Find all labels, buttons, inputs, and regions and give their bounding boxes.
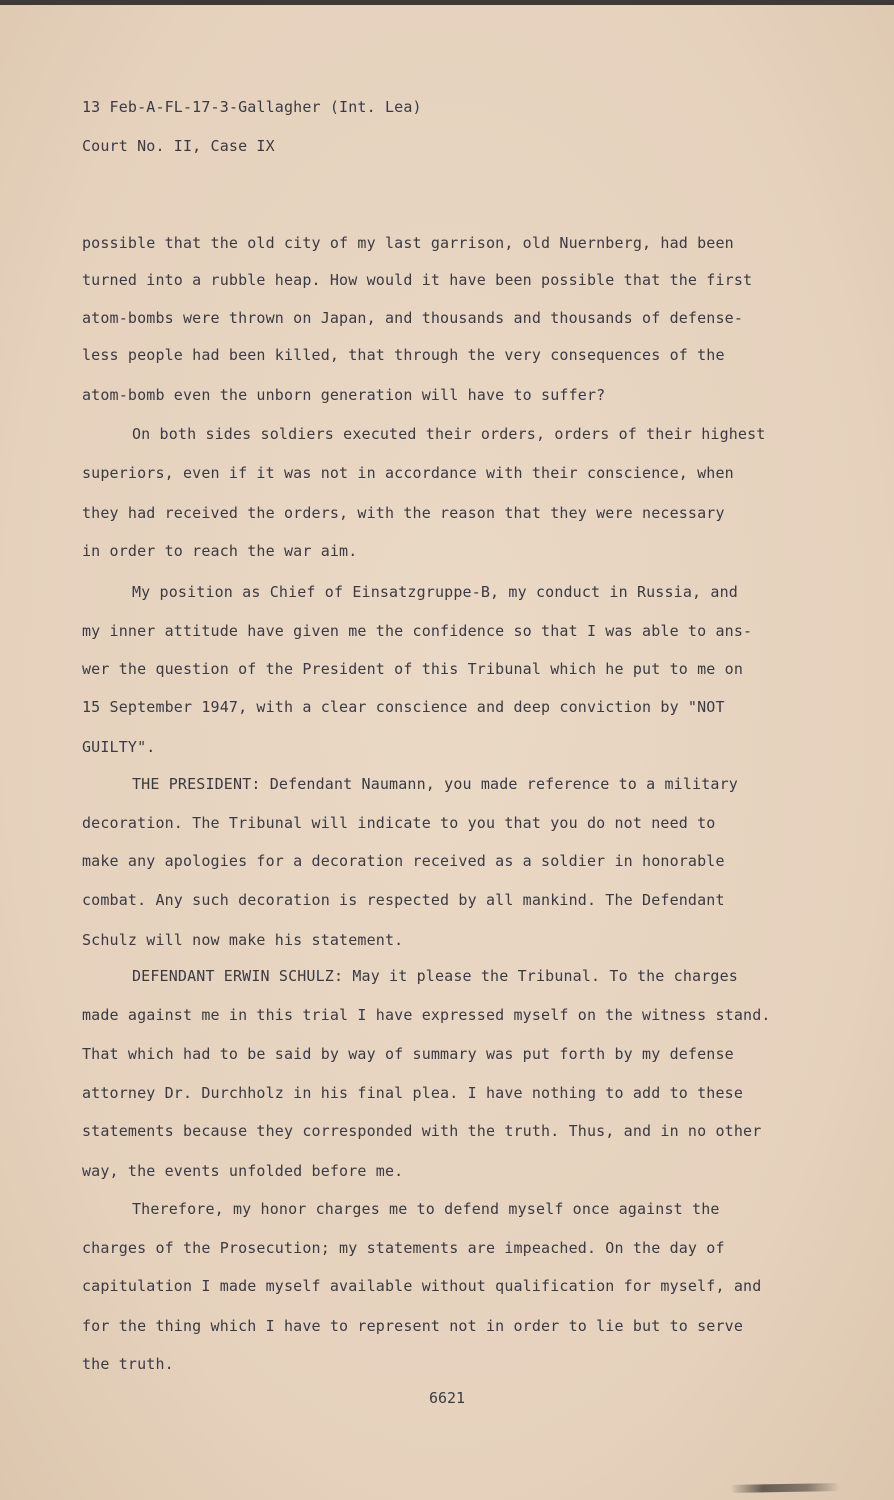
paragraph-start: My position as Chief of Einsatzgruppe-B, my conduct in Russia, and bbox=[132, 583, 738, 601]
body-line: That which had to be said by way of summary was put forth by my defense bbox=[82, 1045, 734, 1063]
body-line: way, the events unfolded before me. bbox=[82, 1162, 404, 1180]
body-line: made against me in this trial I have expressed myself on the witness stand. bbox=[82, 1006, 771, 1024]
body-line: make any apologies for a decoration received as a soldier in honorable bbox=[82, 852, 725, 870]
body-line: for the thing which I have to represent not in order to lie but to serve bbox=[82, 1317, 744, 1335]
body-line: Schulz will now make his statement. bbox=[82, 931, 404, 949]
paragraph-start: THE PRESIDENT: Defendant Naumann, you made reference to a military bbox=[132, 775, 738, 793]
header-court-case: Court No. II, Case IX bbox=[82, 137, 275, 155]
body-line: less people had been killed, that through the very consequences of the bbox=[82, 346, 725, 364]
body-line: they had received the orders, with the reason that they were necessary bbox=[82, 504, 725, 522]
paragraph-start: Therefore, my honor charges me to defend myself once against the bbox=[132, 1200, 720, 1218]
body-line: statements because they corresponded with the truth. Thus, and in no other bbox=[82, 1122, 762, 1140]
header-file-reference: 13 Feb-A-FL-17-3-Gallagher (Int. Lea) bbox=[82, 98, 422, 116]
body-line: 15 September 1947, with a clear conscience and deep conviction by "NOT bbox=[82, 698, 725, 716]
body-line: my inner attitude have given me the confidence so that I was able to ans- bbox=[82, 622, 753, 640]
body-line: atom-bomb even the unborn generation will have to suffer? bbox=[82, 386, 606, 404]
body-line: in order to reach the war aim. bbox=[82, 542, 358, 560]
body-line: possible that the old city of my last garrison, old Nuernberg, had been bbox=[82, 234, 734, 252]
body-line: superiors, even if it was not in accordance with their conscience, when bbox=[82, 464, 734, 482]
page-number: 6621 bbox=[428, 1389, 466, 1407]
paragraph-start: DEFENDANT ERWIN SCHULZ: May it please the Tribunal. To the charges bbox=[132, 967, 738, 985]
body-line: GUILTY". bbox=[82, 738, 156, 756]
ink-smudge bbox=[730, 1483, 840, 1493]
body-line: atom-bombs were thrown on Japan, and thousands and thousands of defense- bbox=[82, 309, 744, 327]
body-line: decoration. The Tribunal will indicate to you that you do not need to bbox=[82, 814, 716, 832]
body-line: wer the question of the President of this Tribunal which he put to me on bbox=[82, 660, 744, 678]
body-line: charges of the Prosecution; my statements are impeached. On the day of bbox=[82, 1239, 725, 1257]
body-line: combat. Any such decoration is respected by all mankind. The Defendant bbox=[82, 891, 725, 909]
body-line: the truth. bbox=[82, 1355, 174, 1373]
body-line: turned into a rubble heap. How would it have been possible that the first bbox=[82, 271, 753, 289]
body-line: attorney Dr. Durchholz in his final plea. I have nothing to add to these bbox=[82, 1084, 744, 1102]
paragraph-start: On both sides soldiers executed their orders, orders of their highest bbox=[132, 425, 766, 443]
scan-edge bbox=[0, 0, 894, 5]
body-line: capitulation I made myself available without qualification for myself, and bbox=[82, 1277, 762, 1295]
